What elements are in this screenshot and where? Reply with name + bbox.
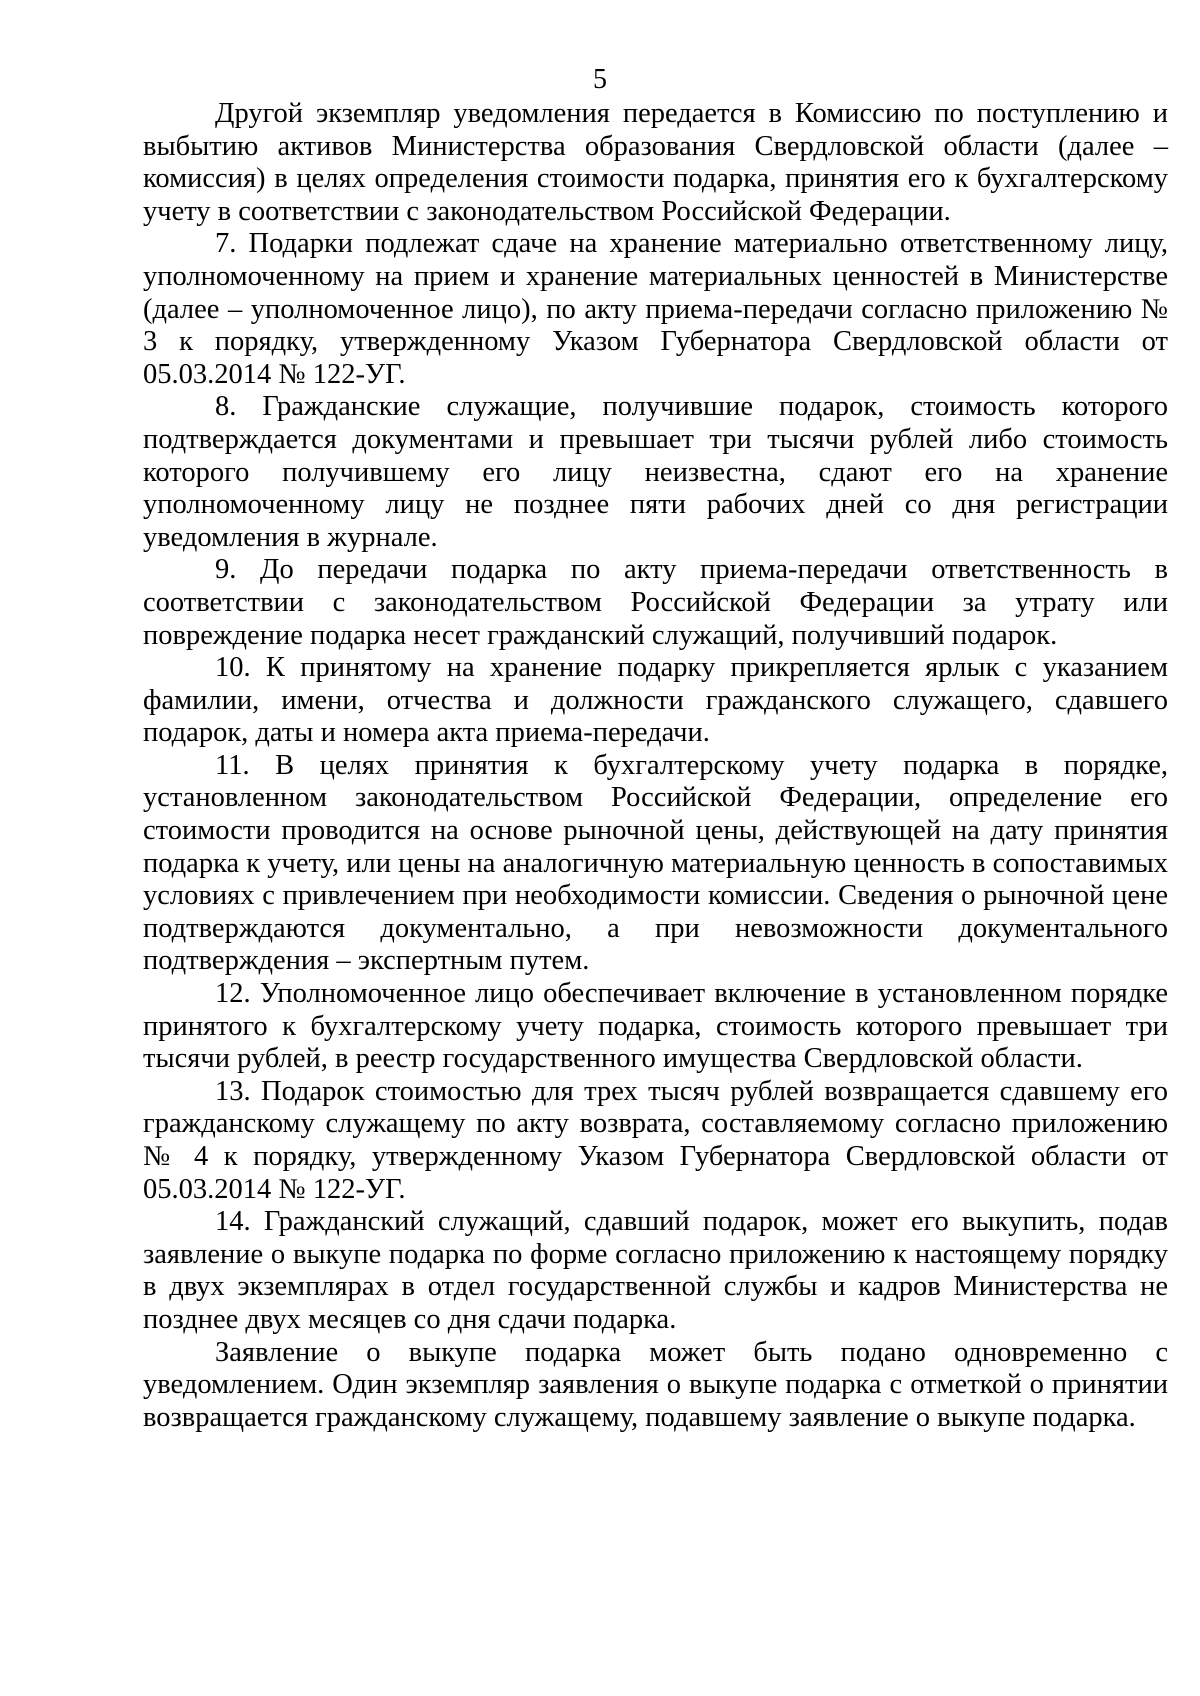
paragraph-8: 8. Гражданские служащие, получившие подарок, стоимость которого подтверждается документами и превышает три тысячи рублей либо стоимость которого получившему его лицу неизвестна, сдают его на хранение уполномоченному лицу не позднее пяти рабочих дней со дня регистрации уведомления в журнале.: [143, 391, 1168, 553]
paragraph-9: 9. До передачи подарка по акту приема-передачи ответственность в соответствии с законодательством Российской Федерации за утрату или повреждение подарка несет гражданский служащий, получивший подарок.: [143, 554, 1168, 651]
paragraph-notice-copy: Другой экземпляр уведомления передается в Комиссию по поступлению и выбытию активов Министерства образования Свердловской области (далее – комиссия) в целях определения стоимости подарка, принятия его к бухгалтерскому учету в соответствии с законодательством Российской Федерации.: [143, 98, 1168, 227]
page-number: 5: [593, 64, 607, 95]
paragraph-11: 11. В целях принятия к бухгалтерскому учету подарка в порядке, установленном законодательством Российской Федерации, определение его стоимости проводится на основе рыночной цены, действующей на дату принятия подарка к учету, или цены на аналогичную материальную ценность в сопоставимых условиях с привлечением при необходимости комиссии. Сведения о рыночной цене подтверждаются документально, а при невозможности документального подтверждения – экспертным путем.: [143, 749, 1168, 977]
paragraph-14: 14. Гражданский служащий, сдавший подарок, может его выкупить, подав заявление о выкупе подарка по форме согласно приложению к настоящему порядку в двух экземплярах в отдел государственной службы и кадров Министерства не позднее двух месяцев со дня сдачи подарка.: [143, 1206, 1168, 1335]
paragraph-10: 10. К принятому на хранение подарку прикрепляется ярлык с указанием фамилии, имени, отчества и должности гражданского служащего, сдавшего подарок, даты и номера акта приема-передачи.: [143, 652, 1168, 749]
paragraph-application: Заявление о выкупе подарка может быть подано одновременно с уведомлением. Один экземпляр заявления о выкупе подарка с отметкой о принятии возвращается гражданскому служащему, подавшему заявление о выкупе подарка.: [143, 1336, 1168, 1433]
paragraph-13: 13. Подарок стоимостью для трех тысяч рублей возвращается сдавшему его гражданскому служащему по акту возврата, составляемому согласно приложению № 4 к порядку, утвержденному Указом Губернатора Свердловской области от 05.03.2014 № 122-УГ.: [143, 1075, 1168, 1205]
paragraph-12: 12. Уполномоченное лицо обеспечивает включение в установленном порядке принятого к бухгалтерскому учету подарка, стоимость которого превышает три тысячи рублей, в реестр государственного имущества Свердловской области.: [143, 978, 1168, 1075]
paragraph-7: 7. Подарки подлежат сдаче на хранение материально ответственному лицу, уполномоченному на прием и хранение материальных ценностей в Министерстве (далее – уполномоченное лицо), по акту приема-передачи согласно приложению № 3 к порядку, утвержденному Указом Губернатора Свердловской области от 05.03.2014 № 122-УГ.: [143, 228, 1168, 390]
document-body: [143, 98, 1168, 1434]
